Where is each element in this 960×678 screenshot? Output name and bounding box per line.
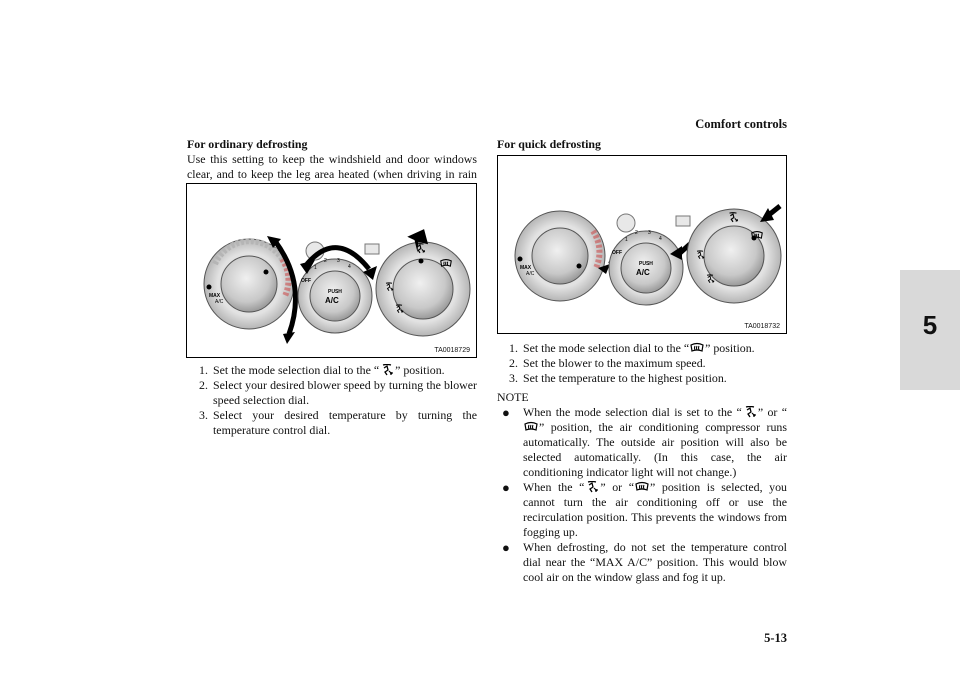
left-step-1: [187, 363, 477, 378]
blower-dial: [298, 242, 372, 333]
speed-1: 1: [625, 237, 628, 243]
climate-panel-illustration: [498, 156, 786, 333]
ac-label: A/C: [636, 268, 650, 277]
chapter-number: 5: [922, 310, 938, 340]
off-label: OFF: [612, 250, 622, 256]
figure-ordinary-defrost: [186, 183, 477, 358]
speed-3: 3: [648, 230, 651, 236]
push-label: PUSH: [328, 289, 342, 295]
note-text: When defrosting, do not set the temperature control dial near the “MAX A/C” position. This would blow cool air on the window glass and fog it up.: [523, 540, 787, 584]
section-title: Comfort controls: [695, 117, 787, 131]
temperature-dial: [515, 211, 605, 301]
note-label: NOTE: [497, 390, 529, 404]
step-text: Set the blower to the maximum speed.: [523, 356, 706, 370]
floor-defrost-mode-icon: [379, 364, 395, 376]
step-number: 1.: [509, 341, 518, 355]
chapter-tab: [900, 270, 960, 390]
figure-code: TA0018732: [744, 323, 780, 330]
right-steps: [497, 341, 787, 585]
step-number: 3.: [509, 371, 518, 385]
off-label: OFF: [301, 278, 311, 284]
step-text: Set the temperature to the highest position.: [523, 371, 727, 385]
step-text: Select your desired blower speed by turning the blower speed selection dial.: [213, 378, 477, 407]
step-text: Set the mode selection dial to the “: [213, 363, 380, 377]
speed-2: 2: [635, 230, 638, 236]
right-column: [497, 137, 787, 152]
ordinary-defrost-intro: Use this setting to keep the windshield and door windows clear, and to keep the leg area heated (when driving in rain: [187, 152, 477, 181]
max-label: MAX: [520, 265, 532, 271]
pointer-arrow-mode: [770, 206, 780, 214]
bullet-icon: ●: [502, 405, 510, 420]
defrost-mode-icon: [634, 481, 650, 493]
quick-defrost-heading: For quick defrosting: [497, 137, 601, 151]
speed-4: 4: [348, 264, 351, 270]
bullet-icon: ●: [502, 540, 510, 555]
blower-dial: [609, 214, 683, 305]
note-text: ” or “: [757, 405, 788, 419]
defrost-mode-icon: [523, 421, 539, 433]
note-text: ” or “: [600, 480, 635, 494]
note-item-3: [497, 540, 787, 585]
note-text: ” position is selected, you cannot turn the air conditioning off or use the recirculation position. This prevents the windows from fogging up.: [523, 480, 787, 539]
figure-quick-defrost: [497, 155, 787, 334]
step-number: 2.: [199, 378, 208, 392]
defrost-mode-icon: [689, 342, 705, 354]
push-label: PUSH: [639, 261, 653, 267]
bullet-icon: ●: [502, 480, 510, 495]
note-text: When the “: [523, 480, 585, 494]
floor-defrost-mode-icon: [584, 481, 600, 493]
ac-label: A/C: [325, 296, 339, 305]
floor-defrost-mode-icon: [742, 406, 758, 418]
ac-small-label: A/C: [215, 299, 224, 305]
step-number: 3.: [199, 408, 208, 422]
mode-dial: [376, 242, 470, 336]
note-item-1: [497, 405, 787, 480]
ac-small-label: A/C: [526, 271, 535, 277]
step-text: ” position.: [395, 363, 445, 377]
page-number: 5-13: [764, 631, 787, 645]
speed-3: 3: [337, 258, 340, 264]
step-text: ” position.: [705, 341, 755, 355]
mode-dial: [687, 209, 781, 303]
note-text: ” position, the air conditioning compressor runs automatically. The outside air position will also be selected automatically. (In this case, the air conditioning indicator light will not change.): [523, 420, 787, 479]
note-item-2: [497, 480, 787, 540]
max-label: MAX: [209, 293, 221, 299]
note-text: When the mode selection dial is set to the “: [523, 405, 742, 419]
speed-1: 1: [314, 265, 317, 271]
step-text: Select your desired temperature by turning the temperature control dial.: [213, 408, 477, 437]
left-steps: [187, 363, 477, 438]
step-number: 2.: [509, 356, 518, 370]
left-step-2: [187, 378, 477, 408]
figure-code: TA0018729: [434, 347, 470, 354]
climate-panel-illustration: [187, 184, 476, 357]
step-number: 1.: [199, 363, 208, 377]
ordinary-defrost-heading: For ordinary defrosting: [187, 137, 308, 151]
right-step-3: [497, 371, 787, 386]
speed-2: 2: [324, 258, 327, 264]
right-step-1: [497, 341, 787, 356]
right-step-2: [497, 356, 787, 371]
speed-4: 4: [659, 236, 662, 242]
step-text: Set the mode selection dial to the “: [523, 341, 690, 355]
left-step-3: [187, 408, 477, 438]
